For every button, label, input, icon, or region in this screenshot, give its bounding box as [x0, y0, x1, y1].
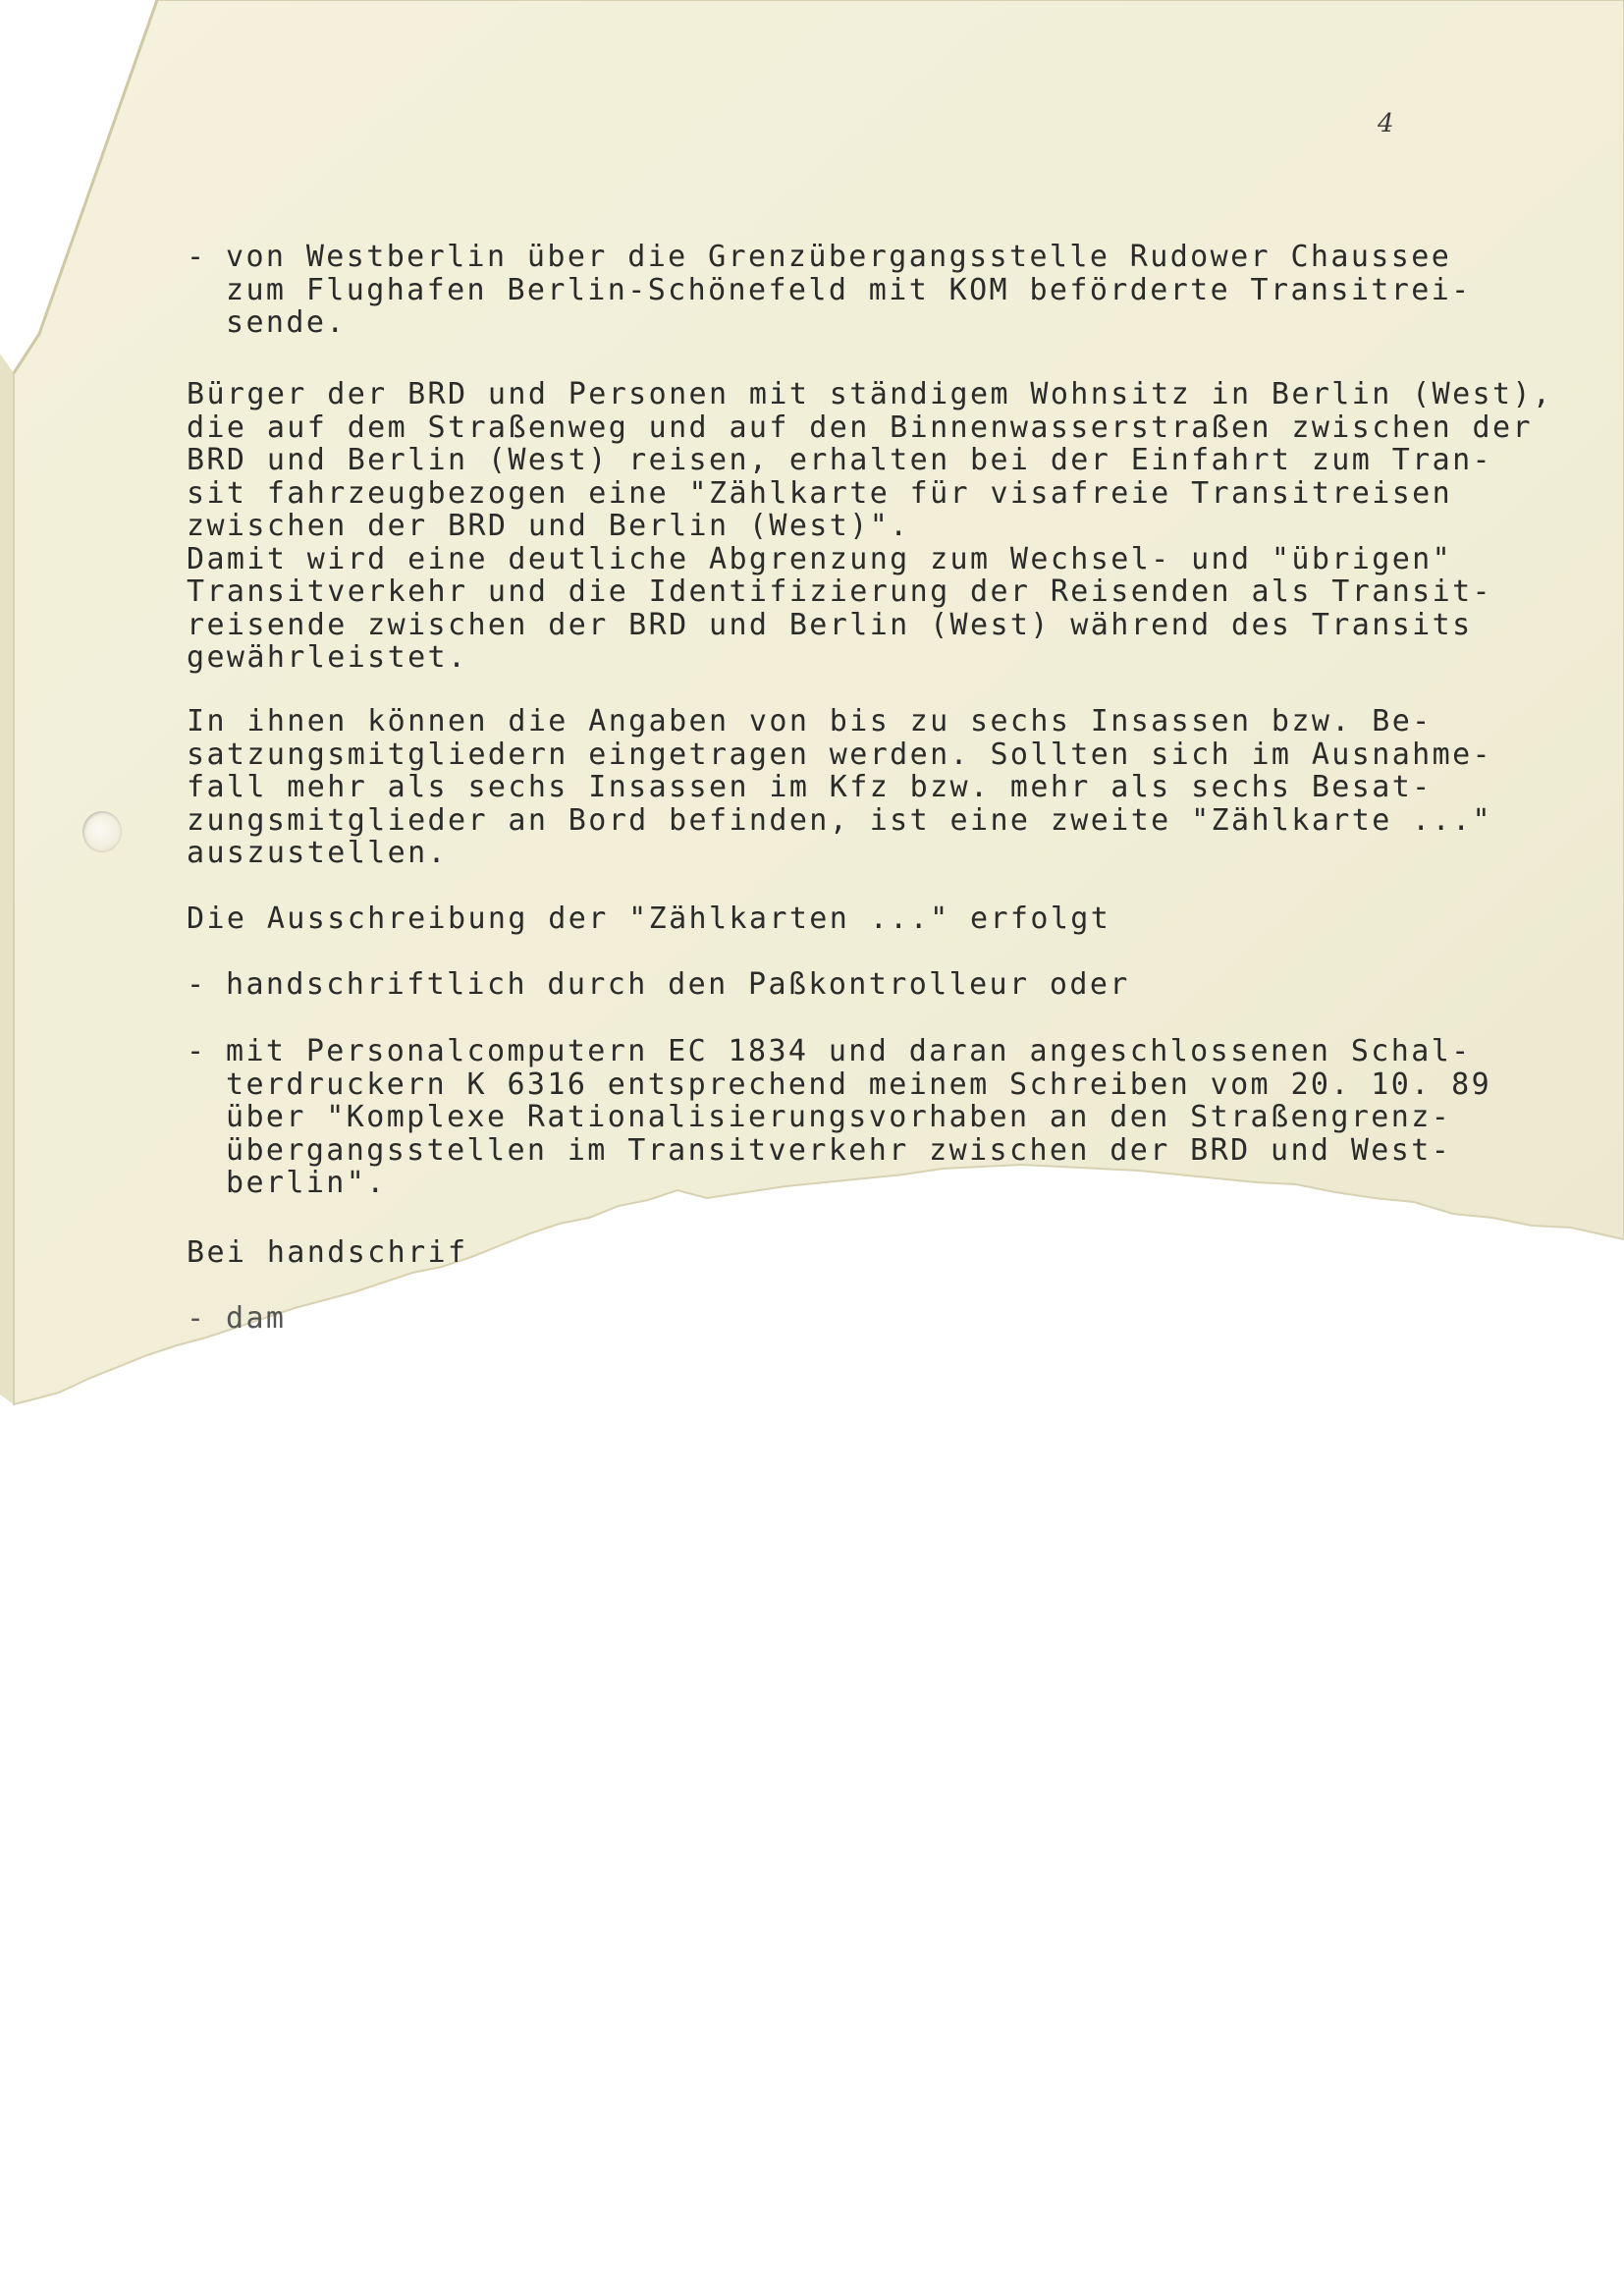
text-line: über "Komplexe Rationalisierungsvorhaben an den Straßengrenz-: [226, 1100, 1452, 1134]
text-line: handschriftlich durch den Paßkontrolleur oder: [226, 967, 1130, 1002]
text-line: zwischen der BRD und Berlin (West)".: [187, 509, 910, 543]
paragraph-zaehlkarte-intro: [187, 378, 1581, 675]
text-line: auszustellen.: [187, 836, 448, 870]
bullet-text: [226, 241, 1532, 340]
text-line: terdruckern K 6316 entsprechend meinem Schreiben vom 20. 10. 89: [226, 1066, 1492, 1102]
text-line: sit fahrzeugbezogen eine "Zählkarte für visafreie Transitreisen: [187, 475, 1453, 511]
text-line: dam: [226, 1301, 287, 1336]
bullet-text: [226, 1302, 1532, 1336]
text-line: BRD und Berlin (West) reisen, erhalten bei der Einfahrt zum Tran-: [187, 443, 1492, 477]
text-line: die auf dem Straßenweg und auf den Binnenwasserstraßen zwischen der: [187, 410, 1533, 445]
text-line: fall mehr als sechs Insassen im Kfz bzw. mehr als sechs Besat-: [187, 770, 1433, 804]
text-line: gewährleistet.: [187, 640, 468, 675]
page-number: 4: [1378, 109, 1396, 138]
text-line: Transitverkehr und die Identifizierung der Reisenden als Transit-: [187, 574, 1492, 609]
text-line: berlin".: [226, 1166, 387, 1200]
bullet-text: [226, 968, 1532, 1002]
text-line: satzungsmitgliedern eingetragen werden. Sollten sich im Ausnahme-: [187, 737, 1492, 772]
text-line: zungsmitglieder an Bord befinden, ist eine zweite "Zählkarte ...": [187, 802, 1492, 838]
text-line: In ihnen können die Angaben von bis zu sechs Insassen bzw. Be-: [187, 704, 1433, 738]
paragraph-insassen: [187, 705, 1581, 870]
bullet-dash: -: [187, 240, 207, 274]
paragraph-ausschreibung: [187, 902, 1581, 936]
text-line: Bei handschrif: [187, 1235, 468, 1270]
paragraph-fragment-torn: [187, 1236, 1581, 1270]
text-line: zum Flughafen Berlin-Schönefeld mit KOM beförderte Transitrei-: [226, 272, 1472, 307]
bullet-text: [226, 1035, 1532, 1200]
text-line: reisende zwischen der BRD und Berlin (West) während des Transits: [187, 607, 1473, 642]
text-line: mit Personalcomputern EC 1834 und daran angeschlossenen Schal-: [226, 1034, 1472, 1068]
text-line: Damit wird eine deutliche Abgrenzung zum Wechsel- und "übrigen": [187, 541, 1453, 576]
text-line: übergangsstellen im Transitverkehr zwischen der BRD und West-: [226, 1132, 1452, 1168]
text-line: Die Ausschreibung der "Zählkarten ..." erfolgt: [187, 902, 1111, 936]
bullet-dash: -: [187, 1301, 207, 1336]
text-line: von Westberlin über die Grenzübergangsstelle Rudower Chaussee: [226, 240, 1452, 274]
text-line: Bürger der BRD und Personen mit ständigem Wohnsitz in Berlin (West),: [187, 377, 1553, 411]
text-line: sende.: [226, 305, 347, 340]
bullet-dash: -: [187, 967, 207, 1002]
bullet-dash: -: [187, 1034, 207, 1068]
